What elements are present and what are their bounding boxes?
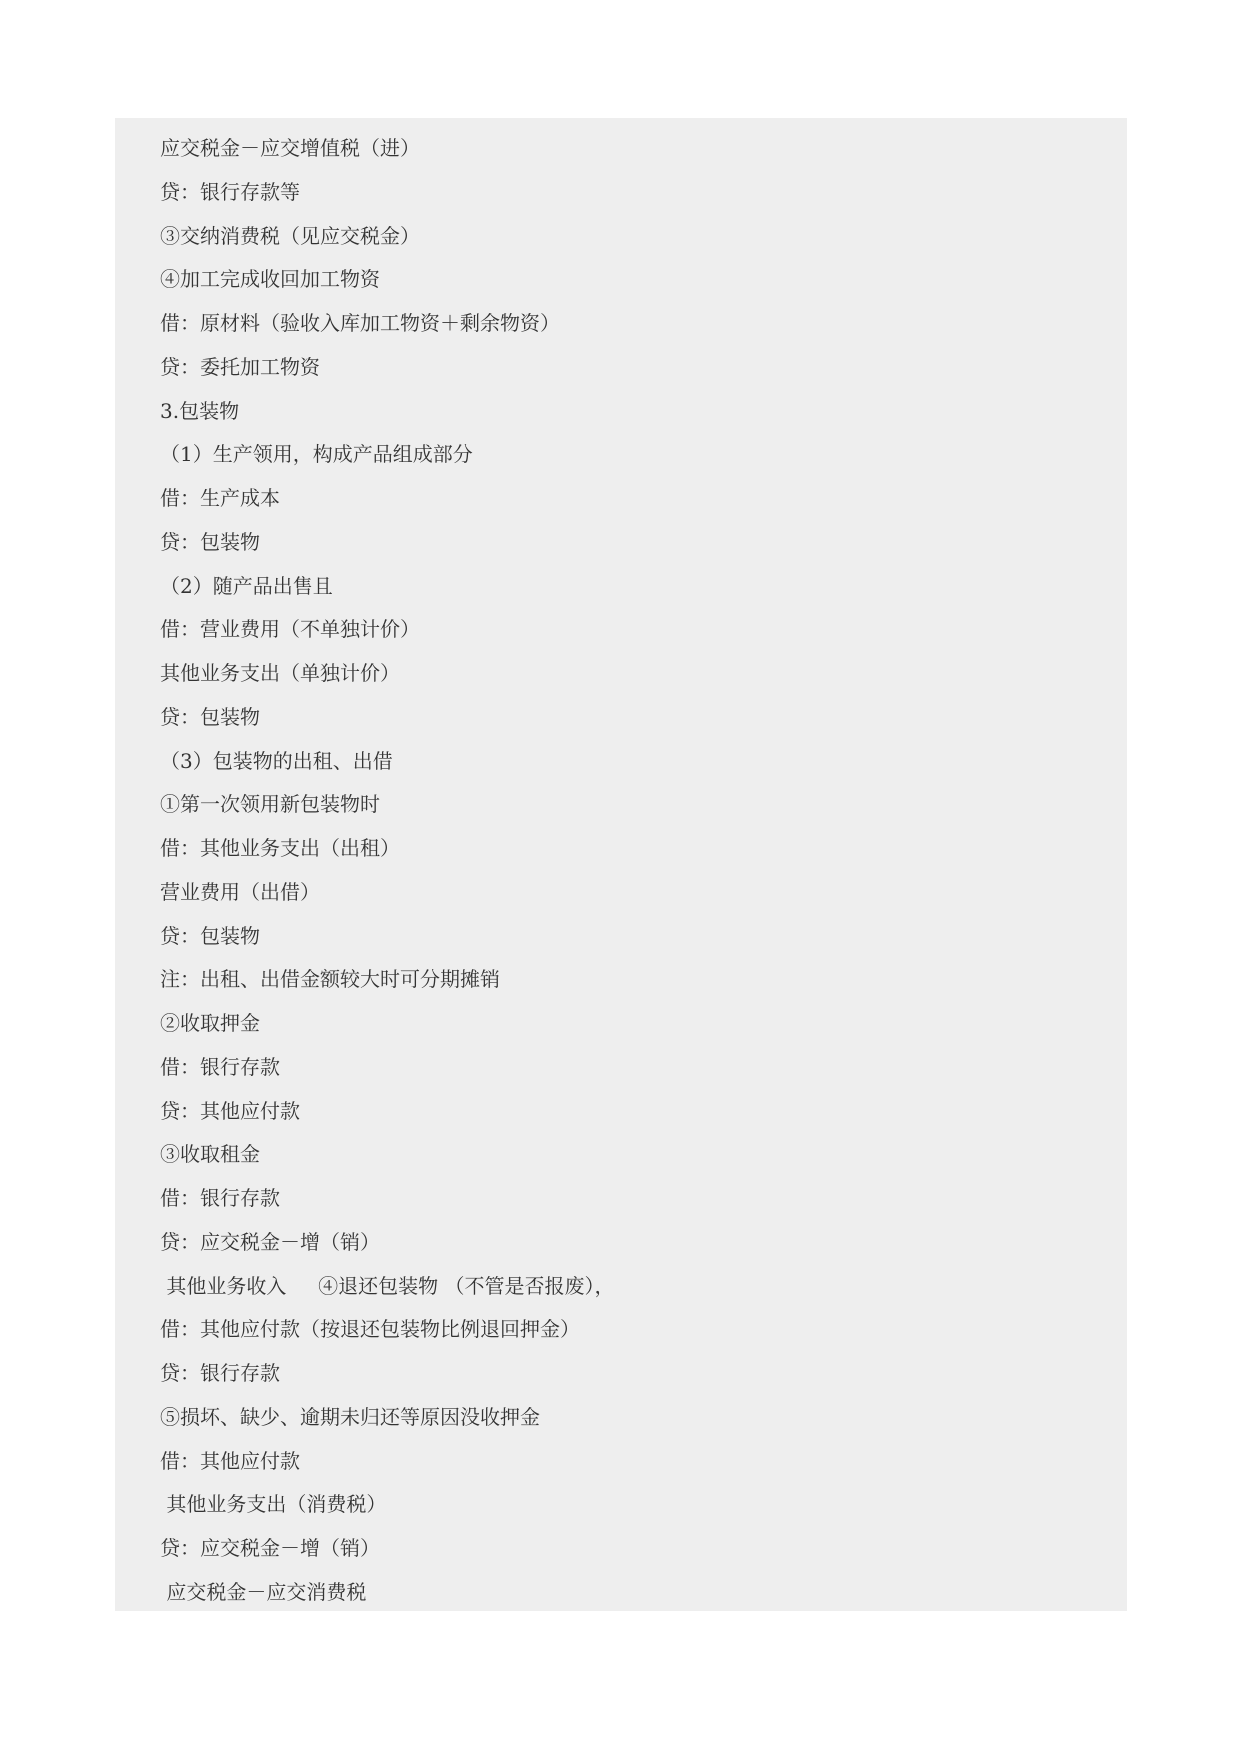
text-line: 贷：应交税金－增（销） [160, 1230, 380, 1254]
text-line: 注：出租、出借金额较大时可分期摊销 [160, 967, 500, 991]
text-line: ①第一次领用新包装物时 [160, 792, 380, 816]
text-line: 借：银行存款 [160, 1186, 280, 1210]
text-line: ③收取租金 [160, 1142, 260, 1166]
text-line: 借：其他应付款（按退还包装物比例退回押金） [160, 1317, 580, 1341]
text-line: ⑤损坏、缺少、逾期未归还等原因没收押金 [160, 1405, 540, 1429]
text-line: 借：原材料（验收入库加工物资＋剩余物资） [160, 311, 560, 335]
text-line: 贷：银行存款等 [160, 180, 300, 204]
text-line: 借：营业费用（不单独计价） [160, 617, 420, 641]
text-line: 其他业务收入 ④退还包装物 （不管是否报废）， [160, 1274, 615, 1298]
text-line: （2）随产品出售且 [160, 574, 333, 598]
text-line: 应交税金－应交增值税（进） [160, 136, 420, 160]
text-line: ③交纳消费税（见应交税金） [160, 224, 420, 248]
text-line: 应交税金－应交消费税 [160, 1580, 367, 1604]
text-line: 借：其他应付款 [160, 1449, 300, 1473]
text-line: 贷：银行存款 [160, 1361, 280, 1385]
text-line: 贷：应交税金－增（销） [160, 1536, 380, 1560]
text-line: 借：银行存款 [160, 1055, 280, 1079]
text-line: 贷：委托加工物资 [160, 355, 320, 379]
text-line: 贷：其他应付款 [160, 1099, 300, 1123]
text-line: ④加工完成收回加工物资 [160, 267, 380, 291]
text-line: 贷：包装物 [160, 530, 260, 554]
text-line: 3.包装物 [160, 399, 240, 423]
text-line: 其他业务支出（消费税） [160, 1492, 387, 1516]
text-line: ②收取押金 [160, 1011, 260, 1035]
text-line: 贷：包装物 [160, 705, 260, 729]
text-line: 贷：包装物 [160, 924, 260, 948]
text-line: 借：生产成本 [160, 486, 280, 510]
text-line: （1）生产领用，构成产品组成部分 [160, 442, 473, 466]
text-line: （3）包装物的出租、出借 [160, 749, 393, 773]
text-line: 其他业务支出（单独计价） [160, 661, 400, 685]
text-line: 营业费用（出借） [160, 880, 320, 904]
text-line: 借：其他业务支出（出租） [160, 836, 400, 860]
